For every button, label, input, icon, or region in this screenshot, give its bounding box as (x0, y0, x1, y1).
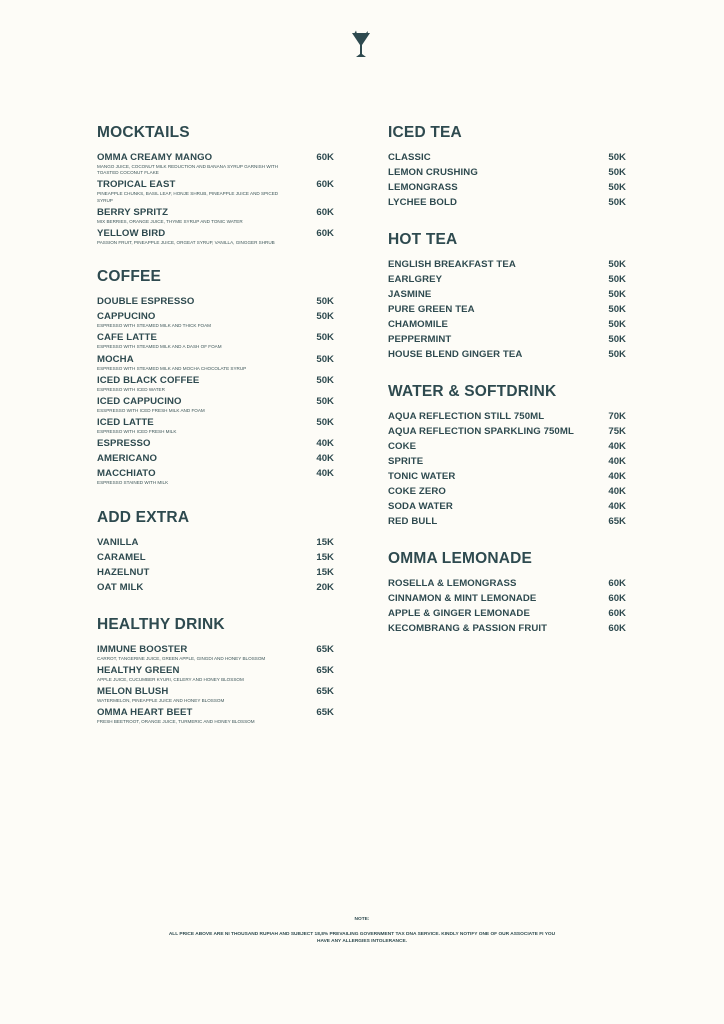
item-price: 50K (608, 349, 626, 360)
item-price: 50K (316, 353, 334, 365)
note-line-1: ALL PRICE ABOVE ARE NI THOUSAND RUPIAH AND SUBJECT 18,8% PREVAILING GOVERNMENT TAX DNA SERVICE. KINDLY NOTIFY ONE OF OUR ASSOCIATE FI YOU (168, 932, 556, 937)
menu-item (388, 289, 626, 301)
item-name: LYCHEE BOLD (388, 197, 457, 208)
item-name: OAT MILK (97, 581, 144, 593)
menu-item (388, 304, 626, 316)
item-name: MACCHIATO (97, 468, 156, 480)
menu-item (97, 152, 334, 176)
item-price: 40K (608, 486, 626, 497)
section-title: OMMA LEMONADE (388, 550, 533, 567)
menu-column-left (97, 124, 334, 747)
item-name: COKE ZERO (388, 486, 446, 497)
item-price: 40K (316, 438, 334, 450)
item-price: 40K (316, 453, 334, 465)
menu-item (388, 334, 626, 346)
menu-item (388, 578, 626, 590)
item-price: 50K (608, 259, 626, 270)
item-price: 50K (608, 289, 626, 300)
menu-item (97, 644, 334, 662)
item-price: 50K (608, 304, 626, 315)
menu-item (97, 207, 334, 225)
section-title: COFFEE (97, 268, 162, 286)
menu-item (388, 593, 626, 605)
item-name: BERRY SPRITZ (97, 206, 169, 218)
section-hot-tea (388, 231, 626, 361)
item-name: HAZELNUT (97, 566, 150, 578)
item-price: 15K (316, 566, 334, 578)
item-name: HEALTHY GREEN (97, 664, 180, 676)
item-description: MANGO JUICE, COCONUT MILK REDUCTION AND BANANA SYRUP GARNISH WITH TOASTED COCONUT FLAKE (97, 164, 279, 176)
menu-item (97, 332, 334, 350)
item-name: PEPPERMINT (388, 334, 452, 345)
item-name: VANILLA (97, 536, 139, 548)
footer-note (150, 916, 574, 945)
item-price: 65K (608, 516, 626, 527)
menu-item (388, 486, 626, 498)
item-name: HOUSE BLEND GINGER TEA (388, 349, 523, 360)
section-omma-lemonade (388, 550, 626, 635)
item-price: 40K (316, 468, 334, 480)
item-price: 50K (316, 374, 334, 386)
item-name: ICED LATTE (97, 417, 154, 429)
menu-item (97, 665, 334, 683)
item-price: 60K (608, 593, 626, 604)
note-title: NOTE: (354, 917, 370, 922)
item-price: 50K (608, 274, 626, 285)
menu-item (388, 259, 626, 271)
item-price: 40K (608, 471, 626, 482)
menu-item (97, 375, 334, 393)
item-price: 15K (316, 551, 334, 563)
section-title: MOCKTAILS (97, 124, 190, 141)
menu-item (388, 456, 626, 468)
item-name: KECOMBRANG & PASSION FRUIT (388, 623, 548, 634)
menu-item (388, 152, 626, 164)
item-price: 50K (316, 296, 334, 308)
item-name: PURE GREEN TEA (388, 304, 475, 315)
item-price: 65K (316, 686, 334, 698)
menu-item (388, 319, 626, 331)
menu-item (97, 707, 334, 725)
section-coffee (97, 268, 334, 486)
item-name: CLASSIC (388, 152, 431, 163)
item-name: AMERICANO (97, 453, 158, 465)
item-price: 65K (316, 664, 334, 676)
item-price: 50K (316, 417, 334, 429)
menu-item (97, 311, 334, 329)
item-name: CINNAMON & MINT LEMONADE (388, 593, 537, 604)
item-description: FRESH BEETROOT, ORANGE JUICE, TURMERIC AND HONEY BLOSSOM (97, 719, 255, 725)
menu-item (97, 686, 334, 704)
item-price: 15K (316, 536, 334, 548)
item-price: 60K (316, 179, 334, 191)
item-price: 40K (608, 456, 626, 467)
menu-item (388, 441, 626, 453)
item-price: 50K (608, 334, 626, 345)
item-price: 50K (316, 332, 334, 344)
item-name: CAFE LATTE (97, 332, 157, 344)
item-price: 70K (608, 411, 626, 422)
item-name: APPLE & GINGER LEMONADE (388, 608, 530, 619)
item-name: AQUA REFLECTION SPARKLING 750ML (388, 426, 574, 437)
item-name: CARAMEL (97, 551, 146, 563)
menu-item (388, 274, 626, 286)
item-price: 50K (316, 311, 334, 323)
item-price: 75K (608, 426, 626, 437)
menu-item (97, 438, 334, 450)
item-name: OMMA CREAMY MANGO (97, 152, 213, 163)
menu-column-right (388, 124, 626, 657)
menu-item (388, 471, 626, 483)
item-description: WATERMELON, PINEAPPLE JUICE AND HONEY BLOSSOM (97, 698, 225, 704)
menu-item (97, 468, 334, 486)
item-price: 50K (608, 167, 626, 178)
item-price: 65K (316, 707, 334, 719)
item-name: AQUA REFLECTION STILL 750ML (388, 411, 545, 422)
menu-item (97, 552, 334, 564)
section-title: ICED TEA (388, 124, 462, 141)
item-name: TONIC WATER (388, 471, 456, 482)
item-name: MOCHA (97, 353, 134, 365)
item-name: COKE (388, 441, 417, 452)
menu-item (388, 501, 626, 513)
section-iced-tea (388, 124, 626, 209)
item-name: OMMA HEART BEET (97, 707, 193, 719)
menu-item (97, 453, 334, 465)
section-title: HOT TEA (388, 231, 458, 248)
menu-item (97, 567, 334, 579)
item-description: ESPRESSO WITH STEAMED MILK AND A DASH OF FOAM (97, 344, 222, 350)
section-title: ADD EXTRA (97, 508, 190, 526)
section-healthy-drink (97, 616, 334, 726)
item-price: 50K (608, 319, 626, 330)
menu-item (97, 354, 334, 372)
item-price: 20K (316, 581, 334, 593)
section-mocktails (97, 124, 334, 246)
item-name: LEMONGRASS (388, 182, 458, 193)
menu-item (97, 582, 334, 594)
item-description: PASSION FRUIT, PINEAPPLE JUICE, ORGEAT SYRUP, VANILLA, GINGGER SHRUB (97, 240, 275, 246)
menu-item (388, 167, 626, 179)
menu-item (388, 608, 626, 620)
item-name: ICED CAPPUCINO (97, 396, 182, 408)
item-name: ENGLISH BREAKFAST TEA (388, 259, 516, 270)
item-description: ESPRESSO WITH ICED WATER (97, 386, 165, 392)
menu-item (97, 537, 334, 549)
menu-item (97, 179, 334, 203)
section-title: HEALTHY DRINK (97, 615, 225, 633)
item-name: EARLGREY (388, 274, 443, 285)
item-price: 60K (316, 206, 334, 218)
item-name: MELON BLUSH (97, 686, 169, 698)
menu-item (388, 411, 626, 423)
item-price: 65K (316, 643, 334, 655)
item-description: ESPRESSO WITH STEAMED MILK AND THICK FOAM (97, 323, 212, 329)
item-name: CHAMOMILE (388, 319, 449, 330)
item-price: 40K (608, 441, 626, 452)
item-price: 60K (316, 228, 334, 240)
item-name: CAPPUCINO (97, 311, 156, 323)
cocktail-glass-icon (350, 30, 372, 60)
item-name: YELLOW BIRD (97, 228, 166, 240)
item-price: 60K (608, 578, 626, 589)
item-price: 60K (608, 623, 626, 634)
section-add-extra (97, 509, 334, 594)
menu-item (388, 426, 626, 438)
item-description: MIX BERRIES, ORANGE JUICE, THYME SYRUP AND TONIC WATER (97, 218, 243, 224)
item-name: SPRITE (388, 456, 424, 467)
item-name: LEMON CRUSHING (388, 167, 478, 178)
menu-item (388, 349, 626, 361)
item-name: IMMUNE BOOSTER (97, 643, 188, 655)
item-price: 60K (316, 152, 334, 163)
item-description: PINEAPPLE CHUNKS, BASIL LEAF, HONJE SHRUB, PINEAPPLE JUICE AND SPICED SYRUP (97, 191, 279, 203)
item-price: 60K (608, 608, 626, 619)
item-name: JASMINE (388, 289, 432, 300)
menu-item (388, 182, 626, 194)
menu-item (97, 228, 334, 246)
item-description: ESPRESSO WITH ICED FRESH MILK (97, 429, 177, 435)
item-price: 50K (608, 182, 626, 193)
item-price: 50K (608, 197, 626, 208)
menu-item (388, 516, 626, 528)
item-price: 50K (316, 396, 334, 408)
item-description: ESPRESSO WITH STEAMED MILK AND MOCHA CHOCOLATE SYRUP (97, 365, 247, 371)
item-name: SODA WATER (388, 501, 453, 512)
section-title: WATER & SOFTDRINK (388, 383, 557, 400)
item-price: 40K (608, 501, 626, 512)
menu-item (388, 623, 626, 635)
item-name: ESPRESSO (97, 438, 151, 450)
item-description: CARROT, TANGERINE JUICE, GREEN APPLE, GINGDI AND HONEY BLOSSOM (97, 655, 266, 661)
item-name: RED BULL (388, 516, 438, 527)
note-line-2: HAVE ANY ALLERGIES INTOLERANCE. (317, 939, 407, 944)
section-water-and-softdrink (388, 383, 626, 528)
item-name: ROSELLA & LEMONGRASS (388, 578, 517, 589)
item-name: TROPICAL EAST (97, 179, 176, 191)
item-description: APPLE JUICE, CUCUMBER KYURI, CELERY AND HONEY BLOSSOM (97, 676, 244, 682)
item-description: ESPRESSO STAINED WITH MILK (97, 480, 169, 486)
menu-item (97, 396, 334, 414)
item-description: ESSPRESSO WITH ICED FRESH MILK AND FOAM (97, 408, 205, 414)
menu-item (388, 197, 626, 209)
menu-item (97, 296, 334, 308)
menu-item (97, 417, 334, 435)
item-price: 50K (608, 152, 626, 163)
item-name: DOUBLE ESPRESSO (97, 296, 195, 308)
item-name: ICED BLACK COFFEE (97, 374, 200, 386)
